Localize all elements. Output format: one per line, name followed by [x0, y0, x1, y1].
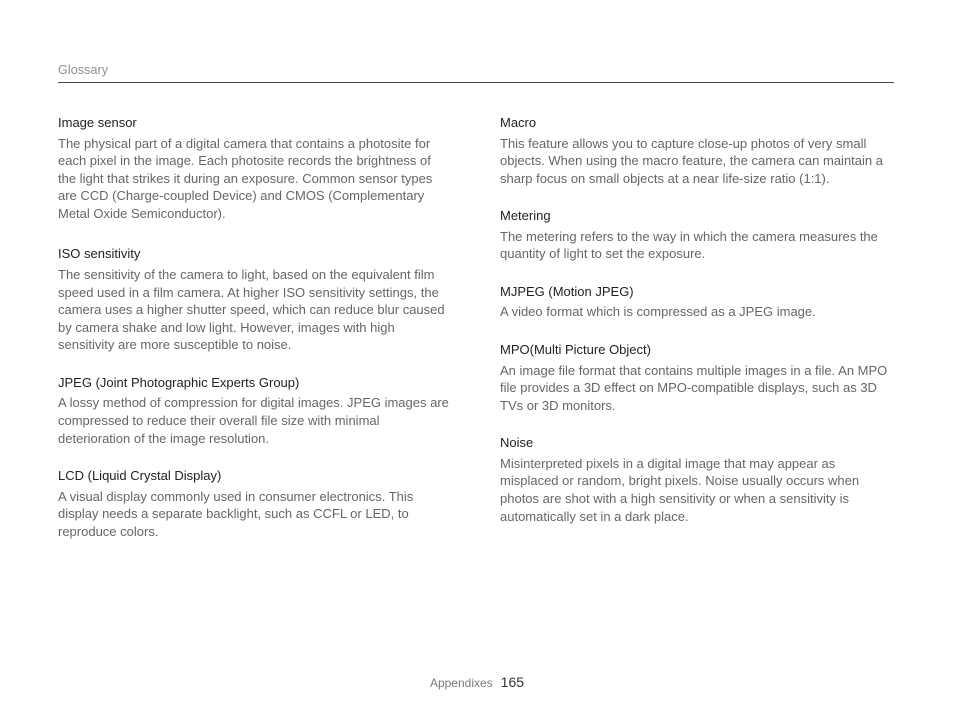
glossary-term: LCD (Liquid Crystal Display) [58, 468, 222, 484]
glossary-definition: The metering refers to the way in which the camera measures the quantity of light to set the exposure. [500, 228, 878, 262]
glossary-definition: This feature allows you to capture close-up photos of very small objects. When using the macro feature, the camera can maintain a sharp focus on small objects at a near life-size ratio (1:1). [500, 135, 883, 186]
left-column [58, 114, 450, 541]
glossary-term: JPEG (Joint Photographic Experts Group) [58, 374, 300, 390]
section-title: Glossary [58, 63, 109, 77]
glossary-definition: The physical part of a digital camera that contains a photosite for each pixel in the image. Each photosite records the brightness of the light that strikes it during an exposure. Common sensor types are CCD (Charge-coupled Device) and CMOS (Complementary Metal Oxide Semiconductor). [58, 135, 433, 221]
glossary-definition: The sensitivity of the camera to light, based on the equivalent film speed used in a film camera. At higher ISO sensitivity settings, the camera uses a higher shutter speed, which can reduce blur caused by camera shake and low light. However, images with high sensitivity are more susceptible to noise. [58, 266, 445, 353]
glossary-entry-image-sensor [58, 114, 450, 222]
glossary-entry-metering [500, 207, 896, 263]
glossary-term: Macro [500, 115, 537, 130]
page-number: 165 [500, 674, 525, 690]
glossary-definition: A visual display commonly used in consumer electronics. This display needs a separate backlight, such as CCFL or LED, to reproduce colors. [58, 488, 414, 539]
glossary-entry-iso-sensitivity [58, 245, 450, 353]
glossary-entry-jpeg [58, 374, 450, 447]
glossary-term: Image sensor [58, 115, 137, 130]
glossary-definition: Misinterpreted pixels in a digital image that may appear as misplaced or random, bright pixels. Noise usually occurs when photos are shot with a high sensitivity or when a sensitivity is automatically set in a dark place. [500, 455, 860, 524]
glossary-term: ISO sensitivity [58, 246, 141, 262]
glossary-entry-macro [500, 114, 896, 187]
glossary-entry-mpo [500, 341, 896, 414]
glossary-definition: A lossy method of compression for digital images. JPEG images are compressed to reduce their overall file size with minimal deterioration of the image resolution. [58, 395, 449, 446]
glossary-definition: A video format which is compressed as a JPEG image. [500, 304, 816, 320]
page-footer [0, 672, 954, 693]
glossary-term: Noise [500, 435, 534, 451]
glossary-entry-noise [500, 434, 896, 525]
glossary-entry-lcd [58, 467, 450, 540]
footer-section-label: Appendixes [429, 676, 493, 690]
glossary-term: Metering [500, 208, 551, 224]
glossary-definition: An image file format that contains multiple images in a file. An MPO file provides a 3D effect on MPO-compatible displays, such as 3D TVs or 3D monitors. [500, 362, 888, 413]
glossary-term: MPO(Multi Picture Object) [500, 342, 651, 358]
right-column [500, 114, 896, 525]
glossary-entry-mjpeg [500, 283, 896, 321]
glossary-term: MJPEG (Motion JPEG) [500, 283, 634, 299]
page-header [58, 62, 894, 83]
